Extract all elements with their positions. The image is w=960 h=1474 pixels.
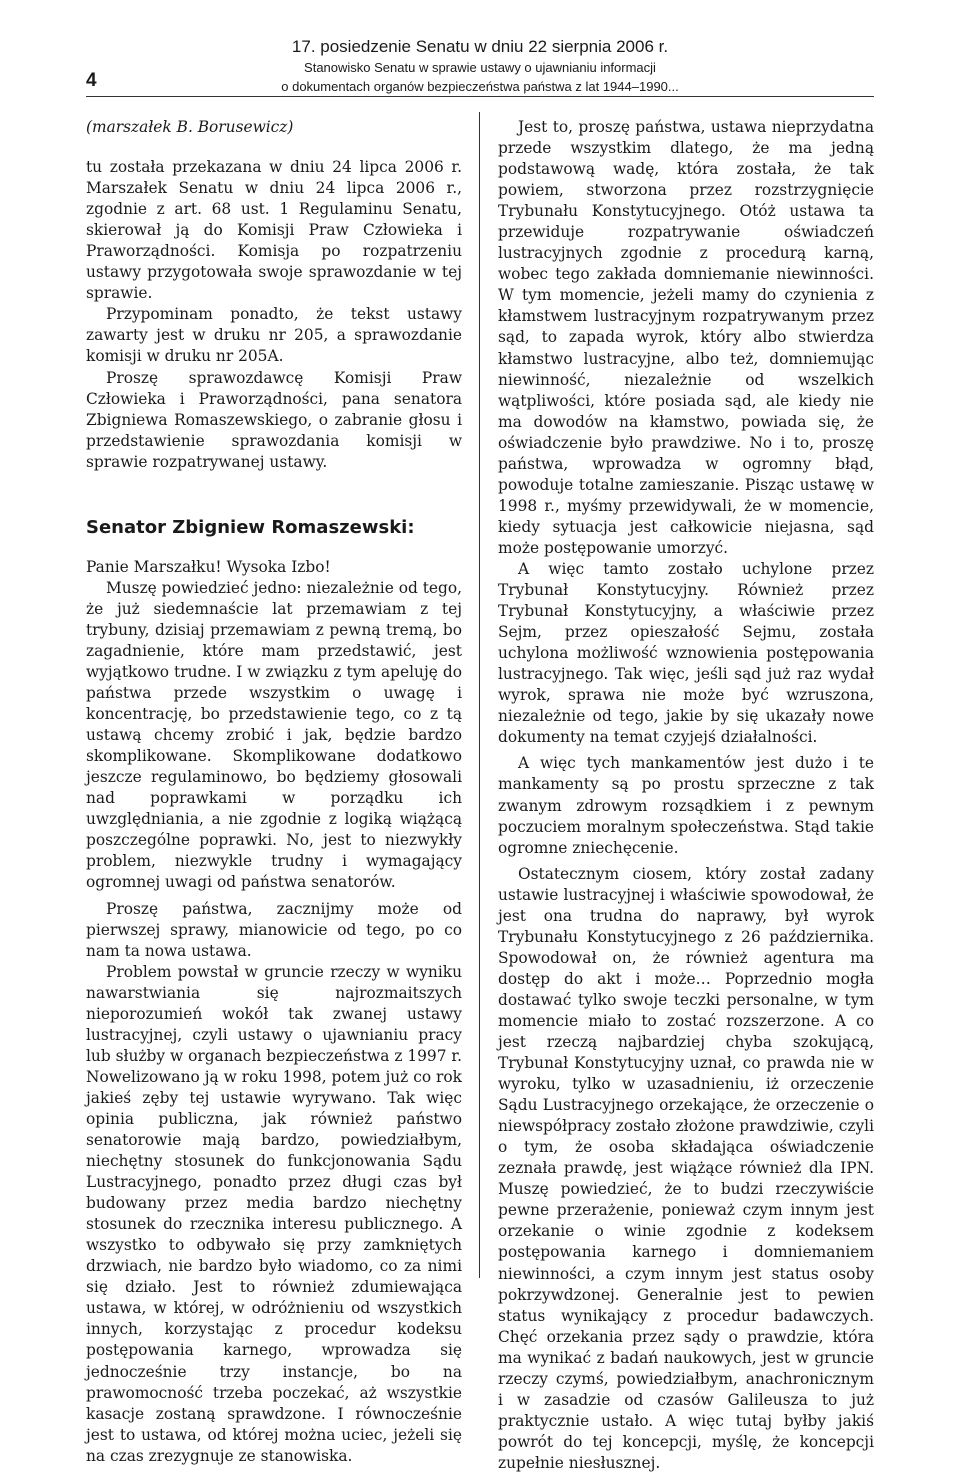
document-subtitle-line-1: Stanowisko Senatu w sprawie ustawy o ujawnianiu informacji xyxy=(304,60,656,75)
paragraph: Proszę sprawozdawcę Komisji Praw Człowieka i Praworządności, pana senatora Zbigniewa Romaszewskiego, o zabranie głosu i przedstawienie sprawozdania komisji w sprawie rozpatrywanej ustawy. xyxy=(86,368,462,471)
paragraph: Jest to, proszę państwa, ustawa nieprzydatna przede wszystkim dlatego, że ma jedną podstawową wadę, która została, że tak powiem, stworzona przez rozstrzygnięcie Trybunału Konstytucyjnego. Otóż ustawa ta przewiduje rozpatrywanie oświadczeń lustracyjnych zgodnie z procedurą karną, wobec tego zakłada domniemanie niewinności. W tym momencie, jeżeli mamy do czynienia z kłamstwem lustracyjnym rozpatrywanym przez sąd, to zapada wyrok, który albo stwierdza kłamstwo lustracyjne, albo też, domniemując niewinność, niezależnie od wszelkich wątpliwości, które posiada sąd, ale kiedy nie ma dowodów na kłamstwo, powiada się, że oświadczenie było prawdziwe. No i to, proszę państwa, wprowadza w ogromny błąd, powoduje totalne zamieszanie. Pisząc ustawę w 1998 r., myśmy przewidywali, że w momencie, kiedy sytuacja jest całkowicie niejasna, sąd może postępowanie umorzyć. xyxy=(498,118,874,557)
speaker-heading: Senator Zbigniew Romaszewski: xyxy=(86,516,415,538)
paragraph: Przypominam ponadto, że tekst ustawy zawarty jest w druku nr 205, a sprawozdanie komisji w druku nr 205A. xyxy=(86,305,462,366)
right-column xyxy=(498,117,874,1474)
spacer xyxy=(86,138,462,157)
column-divider xyxy=(479,112,480,1278)
paragraph: Muszę powiedzieć jedno: niezależnie od tego, że już siedemnaście lat przemawiam z tej trybuny, dzisiaj przemawiam z pewną tremą, bo zagadnienie, które mam przedstawić, jest wyjątkowo trudne. I w związku z tym apeluję do państwa przede wszystkim o uwagę i koncentrację, bo przedstawienie tego, co z tą ustawą chcemy zrobić i jak, będzie bardzo skomplikowane. Skomplikowane dodatkowo jeszcze regulaminowo, bo będziemy głosowali nad poprawkami w porządku ich uwzględniania, a nie zgodnie z logiką wiążącą poszczególne poprawki. No, jest to niezwykły problem, niezwykle trudny i wymagający ogromnej uwagi od państwa senatorów. xyxy=(86,578,463,892)
paragraph: A więc tych mankamentów jest dużo i te mankamenty są po prostu sprzeczne z tak zwanym zdrowym rozsądkiem i z pewnym poczuciem moralnym społeczeństwa. Stąd takie ogromne zniechęcenie. xyxy=(498,754,874,857)
speech-opening: Panie Marszałku! Wysoka Izbo! xyxy=(86,557,331,576)
page-number: 4 xyxy=(86,70,97,91)
left-column xyxy=(86,117,462,1467)
paragraph: Proszę państwa, zacznijmy może od pierwszej sprawy, mianowicie od tego, po co nam ta nowa ustawa. xyxy=(86,899,462,960)
paragraph: tu została przekazana w dniu 24 lipca 2006 r. Marszałek Senatu w dniu 24 lipca 2006 r., zgodnie z art. 68 ust. 1 Regulaminu Senatu, skierował ją do Komisji Praw Człowieka i Praworządności. Komisja po rozpatrzeniu ustawy przygotowała swoje sprawozdanie w tej sprawie. xyxy=(86,158,462,303)
speaker-note: (marszałek B. Borusewicz) xyxy=(86,118,294,136)
header-titles xyxy=(86,36,874,96)
paragraph: Ostatecznym ciosem, który został zadany ustawie lustracyjnej i właściwie spowodował, że jest ona trudna do naprawy, był wyrok Trybunału Konstytucyjnego z 26 października. Spowodował on, że również agentura ma dostęp do akt i może… Poprzednio mogła dostawać tylko swoje teczki personalne, w tym momencie miało to zostać rozszerzone. A co jest rzeczą najbardziej chyba szokującą, Trybunał Konstytucyjny uznał, co prawda nie w wyroku, tylko w uzasadnieniu, iż orzeczenie Sądu Lustracyjnego orzekające, że orzeczenie o niewspółpracy zostało złożone prawdziwie, czyli o tym, że osoba składająca oświadczenie zeznała prawdę, jest wiążące również dla IPN. Muszę powiedzieć, że to budzi rzeczywiście pewne przerażenie, ponieważ czym innym jest orzekanie o winie zgodnie z kodeksem postępowania karnego i domniemaniem niewinności, a czym innym jest status osoby pokrzywdzonej. Generalnie jest to pewien status wynikający z procedur badawczych. Chęć orzekania przez sądy o prawdzie, która ma wynikać z badań naukowych, jest w gruncie rzeczy czymś, powiedziałbym, anachronicznym i w zasadzie od czasów Galileusza to już praktycznie ustało. A więc tutaj byłby jakiś powrót do tej koncepcji, myślę, że koncepcji zupełnie niesłusznej. xyxy=(498,864,874,1472)
paragraph: Problem powstał w gruncie rzeczy w wyniku nawarstwiania się najrozmaitszych nieporozumień wokół tak zwanej ustawy lustracyjnej, czyli ustawy o ujawnianiu pracy lub służby w organach bezpieczeństwa z 1997 r. Nowelizowano ją w roku 1998, potem już co rok jakieś zęby tej ustawie wyrywano. Tak więc opinia publiczna, jak również państwo senatorowie mają bardzo, powiedziałbym, niechętny stosunek do funkcjonowania Sądu Lustracyjnego, ponadto przez długi czas był budowany przez media bardzo niechętny stosunek do rzecznika interesu publicznego. A wszystko to odbywało się przy zamkniętych drzwiach, nie bardzo było wiadomo, co za nimi się działo. Jest to również zdumiewająca ustawa, w której, w odróżnieniu od wszystkich innych, korzystając z procedur kodeksu postępowania karnego, wprowadza się jednocześnie trzy instancje, bo na prawomocność trzeba poczekać, aż wszystkie kasacje zostaną sprawdzone. I równocześnie jest to ustawa, od której można uciec, jeżeli się na czas zrezygnuje ze stanowiska. xyxy=(86,962,462,1465)
page-header xyxy=(86,36,874,96)
session-title: 17. posiedzenie Senatu w dniu 22 sierpnia 2006 r. xyxy=(291,37,669,56)
paragraph: A więc tamto zostało uchylone przez Trybunał Konstytucyjny. Również przez Trybunał Konstytucyjny, a właściwie przez Sejm, przez opieszałość Sejmu, została uchylona możliwość wznowienia postępowania lustracyjnego. Tak więc, jeśli sąd już raz wydał wyrok, sprawa nie może być wzruszona, niezależnie od tego, jakie by się ukazały nowe dokumenty na temat czyjejś działalności. xyxy=(498,559,874,747)
header-divider xyxy=(86,96,874,97)
document-subtitle-line-2: o dokumentach organów bezpieczeństwa państwa z lat 1944–1990... xyxy=(281,79,679,94)
